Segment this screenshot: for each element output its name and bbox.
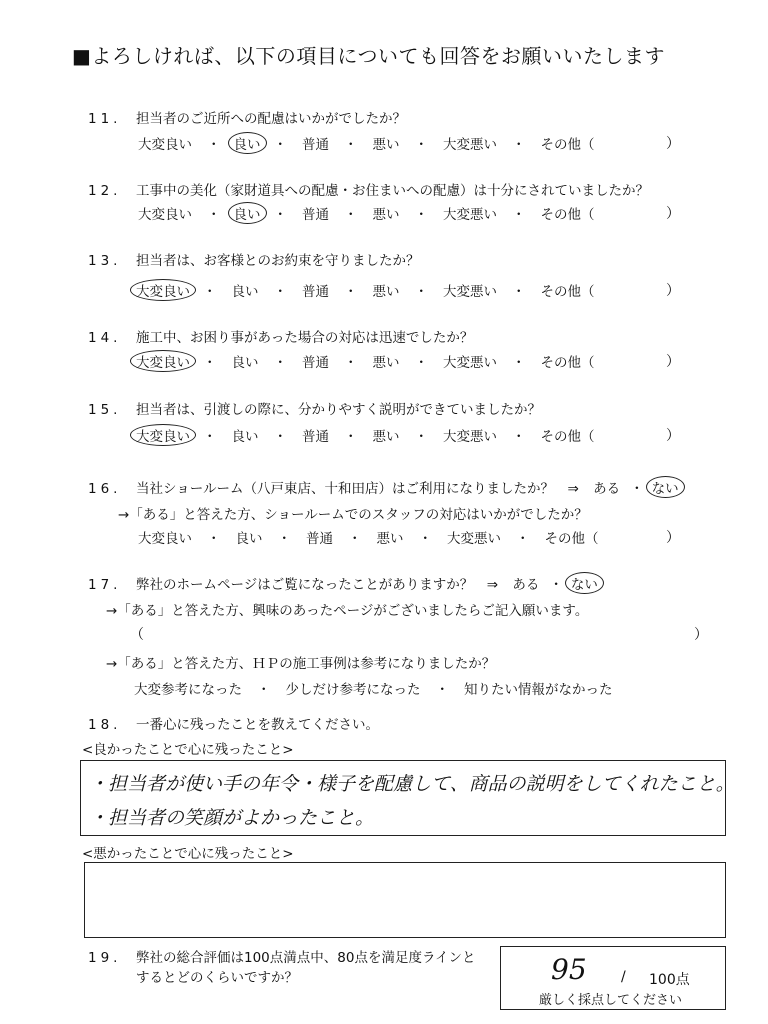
option-no-selected[interactable]: ない (565, 572, 604, 594)
option-normal[interactable]: 普通 (302, 137, 329, 153)
option-other[interactable]: その他（ (540, 137, 595, 153)
question-number: 19. (88, 950, 122, 966)
question-text: 当社ショールーム（八戸東店、十和田店）はご利用になりましたか？ ⇒ (136, 481, 579, 497)
score-box[interactable] (500, 946, 726, 1010)
question-17: 17. 弊社のホームページはご覧になったことがありますか？ ⇒ ある ・ ない (88, 573, 598, 593)
options-13: 大変良い ・ 良い ・ 普通 ・ 悪い ・ 大変悪い ・ その他（ (136, 280, 597, 300)
question-16-sub: →「ある」と答えた方、ショールームでのスタッフの対応はいかがでしたか？ (118, 507, 588, 523)
option-bad[interactable]: 悪い (372, 137, 400, 153)
option-other[interactable]: その他（ (540, 429, 595, 445)
bad-memory-box[interactable] (84, 862, 726, 938)
question-number: 16. (88, 481, 122, 497)
option-very-bad[interactable]: 大変悪い (447, 531, 501, 547)
close-paren: ） (666, 283, 680, 299)
option-very-bad[interactable]: 大変悪い (443, 429, 497, 445)
question-number: 13. (88, 253, 122, 269)
option-not-helpful[interactable]: 知りたい情報がなかった (464, 682, 613, 698)
option-good-selected[interactable]: 良い (228, 202, 267, 224)
question-number: 12. (88, 183, 122, 199)
option-very-good[interactable]: 大変良い (138, 137, 192, 153)
good-memory-box[interactable] (80, 760, 735, 836)
option-bad[interactable]: 悪い (372, 355, 400, 371)
option-bad[interactable]: 悪い (376, 531, 404, 547)
option-normal[interactable]: 普通 (306, 531, 333, 547)
option-very-bad[interactable]: 大変悪い (443, 207, 497, 223)
bad-memory-label: <悪かったことで心に残ったこと> (82, 846, 294, 862)
options-12: 大変良い ・ 良い ・ 普通 ・ 悪い ・ 大変悪い ・ その他（ (136, 203, 597, 223)
good-memory-label: <良かったことで心に残ったこと> (82, 742, 294, 758)
question-17-sub2: →「ある」と答えた方、ＨＰの施工事例は参考になりましたか？ (106, 656, 496, 672)
options-17-ref: 大変参考になった ・ 少しだけ参考になった ・ 知りたい情報がなかった (132, 678, 615, 698)
option-very-good[interactable]: 大変良い (138, 531, 192, 547)
question-text-1: 弊社の総合評価は100点満点中、80点を満足度ラインと (136, 950, 476, 966)
question-number: 14. (88, 330, 122, 346)
score-slash: / (621, 969, 626, 985)
option-very-bad[interactable]: 大変悪い (443, 284, 497, 300)
options-14: 大変良い ・ 良い ・ 普通 ・ 悪い ・ 大変悪い ・ その他（ (136, 351, 597, 371)
option-no-selected[interactable]: ない (646, 476, 685, 498)
option-good[interactable]: 良い (231, 284, 259, 300)
question-number: 11. (88, 111, 122, 127)
close-paren: ） (694, 627, 708, 643)
question-14 (88, 326, 473, 346)
option-yes[interactable]: ある (512, 577, 540, 593)
option-slightly-helpful[interactable]: 少しだけ参考になった (285, 682, 421, 698)
option-good[interactable]: 良い (231, 355, 259, 371)
question-text: 工事中の美化（家財道具への配慮・お住まいへの配慮）は十分にされていましたか？ (136, 183, 649, 199)
option-very-good[interactable]: 大変良い (138, 207, 192, 223)
option-other[interactable]: その他（ (540, 207, 595, 223)
option-bad[interactable]: 悪い (372, 284, 400, 300)
close-paren: ） (666, 206, 680, 222)
option-yes[interactable]: ある (593, 481, 621, 497)
option-very-good-selected[interactable]: 大変良い (130, 350, 196, 372)
option-bad[interactable]: 悪い (372, 429, 400, 445)
option-very-bad[interactable]: 大変悪い (443, 355, 497, 371)
question-text: 施工中、お困り事があった場合の対応は迅速でしたか？ (136, 330, 474, 346)
question-text: 担当者のご近所への配慮はいかがでしたか？ (136, 111, 406, 127)
option-good[interactable]: 良い (231, 429, 259, 445)
question-19 (88, 946, 476, 966)
question-number: 15. (88, 402, 122, 418)
options-11: 大変良い ・ 良い ・ 普通 ・ 悪い ・ 大変悪い ・ その他（ (136, 133, 597, 153)
option-very-good-selected[interactable]: 大変良い (130, 279, 196, 301)
option-normal[interactable]: 普通 (302, 355, 329, 371)
score-max: 100点 (649, 972, 690, 988)
question-text: 一番心に残ったことを教えてください。 (136, 717, 379, 733)
question-number: 17. (88, 577, 122, 593)
option-very-bad[interactable]: 大変悪い (443, 137, 497, 153)
option-normal[interactable]: 普通 (302, 429, 329, 445)
score-note: 厳しく採点してください (539, 993, 683, 1008)
close-paren: ） (666, 354, 680, 370)
question-18 (88, 713, 379, 733)
question-16: 16. 当社ショールーム（八戸東店、十和田店）はご利用になりましたか？ ⇒ ある ・ ない (88, 477, 679, 497)
good-memory-line-1: ・担当者が使い手の年令・様子を配慮して、商品の説明をしてくれたこと。 (89, 773, 735, 795)
close-paren: ） (666, 136, 680, 152)
score-value: 95 (551, 953, 587, 986)
question-19-line-2: するとどのくらいですか？ (136, 970, 298, 986)
question-15 (88, 398, 541, 418)
options-16: 大変良い ・ 良い ・ 普通 ・ 悪い ・ 大変悪い ・ その他（ (136, 527, 601, 547)
option-bad[interactable]: 悪い (372, 207, 400, 223)
question-text: 担当者は、お客様とのお約束を守りましたか？ (136, 253, 420, 269)
option-other[interactable]: その他（ (544, 531, 599, 547)
open-paren: （ (130, 627, 144, 643)
option-very-helpful[interactable]: 大変参考になった (134, 682, 242, 698)
close-paren: ） (666, 428, 680, 444)
option-very-good-selected[interactable]: 大変良い (130, 424, 196, 446)
close-paren: ） (666, 530, 680, 546)
question-text: 担当者は、引渡しの際に、分かりやすく説明ができていましたか？ (136, 402, 541, 418)
option-other[interactable]: その他（ (540, 355, 595, 371)
options-15: 大変良い ・ 良い ・ 普通 ・ 悪い ・ 大変悪い ・ その他（ (136, 425, 597, 445)
question-17-sub1: →「ある」と答えた方、興味のあったページがございましたらご記入願います。 (106, 603, 589, 619)
option-normal[interactable]: 普通 (302, 284, 329, 300)
option-good-selected[interactable]: 良い (228, 132, 267, 154)
question-12 (88, 179, 649, 199)
section-header: ■よろしければ、以下の項目についても回答をお願いいたします (72, 44, 665, 68)
option-other[interactable]: その他（ (540, 284, 595, 300)
option-normal[interactable]: 普通 (302, 207, 329, 223)
question-number: 18. (88, 717, 122, 733)
question-13 (88, 249, 420, 269)
question-11 (88, 107, 406, 127)
option-good[interactable]: 良い (235, 531, 263, 547)
question-text: 弊社のホームページはご覧になったことがありますか？ ⇒ (136, 577, 499, 593)
good-memory-line-2: ・担当者の笑顔がよかったこと。 (89, 807, 375, 829)
